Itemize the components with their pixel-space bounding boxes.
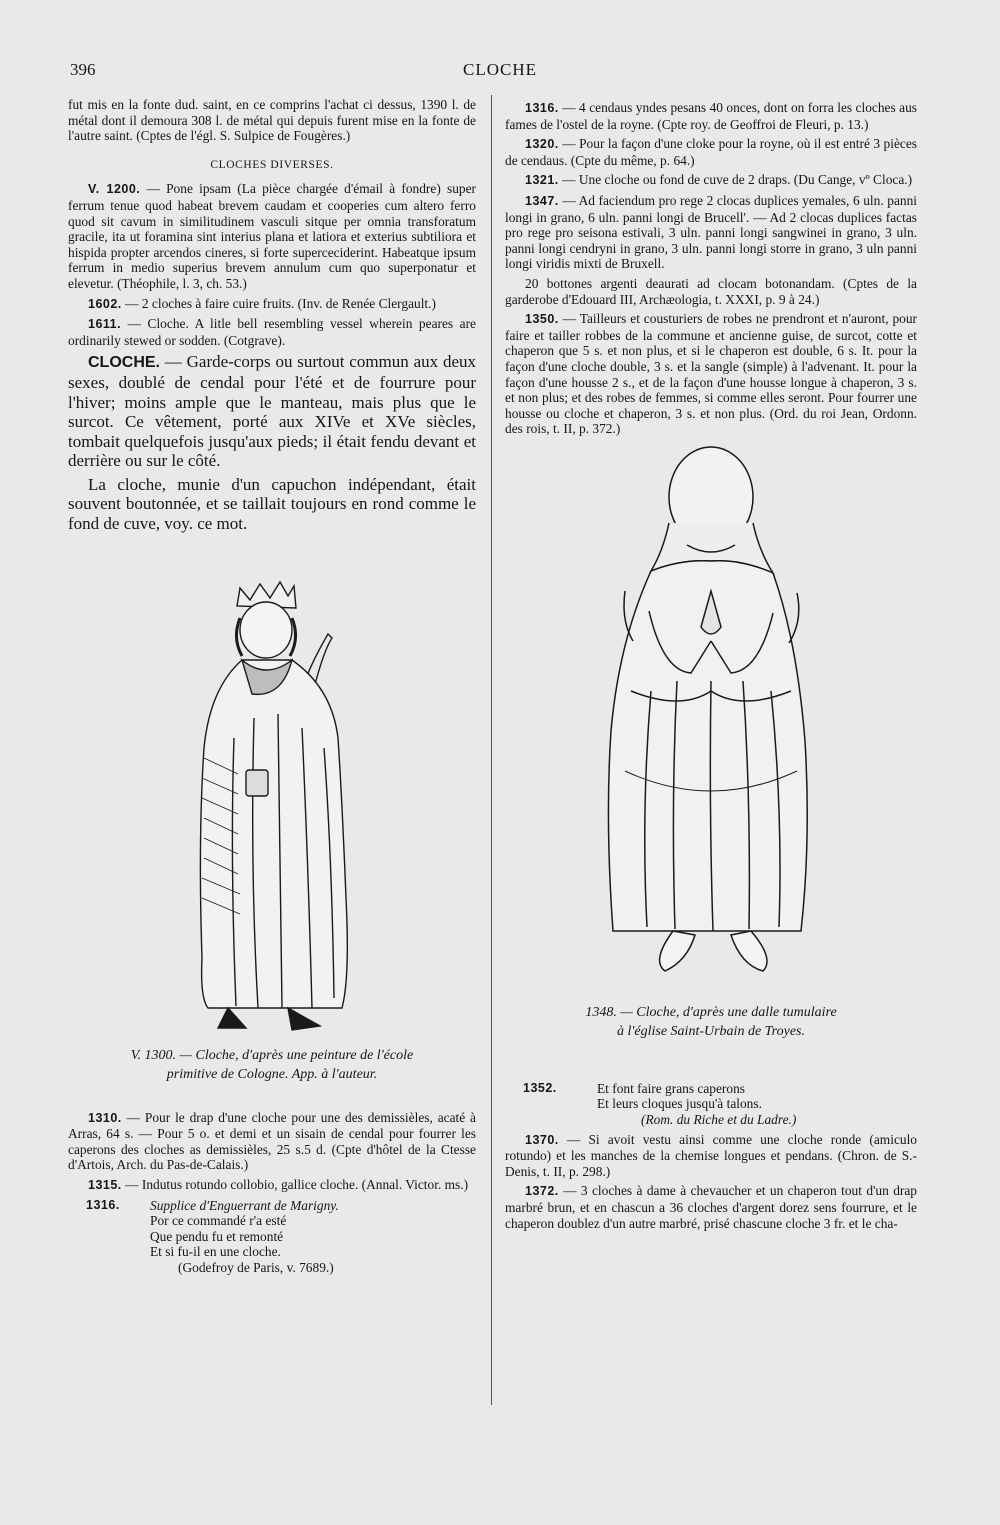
entry-1347 [505,193,917,272]
entry-text: — Cloche. A litle bell resembling vessel wherein peares are ordinarily stewed or sodden. (Cotgrave). [68,316,476,348]
entry-1350 [505,311,917,437]
definition-text: — Garde-corps ou surtout commun aux deux sexes, doublé de cendal pour l'été et de fourrure pour l'hiver; moins ample que le manteau, mais plus que le surcot. Ce vêtement, porté aux XIVe et XVe siècles, tombait quelquefois jusqu'aux pieds; il était fendu devant et derrière ou sur le côté. [68,352,476,471]
entry-text: — 4 cendaus yndes pesans 40 onces, dont on forra les cloches aus fames de l'ostel de la royne. (Cpte roy. de Geoffroi de Fleuri, p. 13.) [505,100,917,132]
figure-tomb-slab [505,441,917,1003]
entry-1316 [505,100,917,132]
verse-line: Por ce commandé r'a esté [150,1213,287,1229]
entry-date: 1611. [88,317,122,332]
entry-date: 1320. [525,137,559,152]
entry-1315 [68,1177,476,1194]
page-header [70,60,930,90]
verse-line: (Godefroy de Paris, v. 7689.) [178,1260,334,1275]
verse-lines [150,1198,476,1276]
entry-1370 [505,1132,917,1180]
definition-head: CLOCHE. [88,354,160,372]
verse-line: Et si fu-il en une cloche. [150,1244,281,1260]
verse-line: Supplice d'Enguerrant de Marigny. [150,1197,339,1213]
verse-line: Et leurs cloques jusqu'à talons. [597,1096,762,1112]
entry-text: — Pour la façon d'une cloke pour la royne, où il est entré 3 pièces de cendaus. (Cpte du même, p. 64.) [505,136,917,168]
entry-date: 1316. [86,1197,120,1212]
entry-date: 1316. [525,101,559,115]
entry-1611 [68,316,476,348]
intro-paragraph: fut mis en la fonte dud. saint, en ce comprins l'achat ci dessus, 1390 l. de métal dont il demoura 308 l. de métal qui depuis furent mise en la fonte de l'autre saint. (Cptes de l'égl. S. Sulpice de Fougères.) [68,97,476,144]
entry-text: — Si avoit vestu ainsi comme une cloche ronde (amiculo rotundo) et les manches de la chemise longues et pendans. (Chron. de S.-Denis, t. II, p. 298.) [505,1131,917,1179]
verse-line: Que pendu fu et remonté [150,1228,284,1244]
king-figure-illustration [142,538,402,1038]
entry-text: — 2 cloches à faire cuire fruits. (Inv. de Renée Clergault.) [121,295,436,311]
entry-date: 1310. [88,1110,122,1125]
running-title: CLOCHE [463,60,537,79]
entry-text: — Pour le drap d'une cloche pour une des demissièles, acaté à Arras, 64 s. — Pour 5 o. et demi et un sisain de cendal pour fourrer les caperons des cloches as demissièles, 25 s.5 d. (Cpte d'hôtel de la Ctesse d'Artois, Arch. du Pas-de-Calais.) [68,1109,476,1173]
column-divider [491,95,492,1405]
verse-line: (Rom. du Riche et du Ladre.) [641,1112,797,1128]
verse-lines [587,1081,917,1128]
entry-text: — Tailleurs et cousturiers de robes ne prendront et n'auront, pour faire et tailler robbes de la commune et ancienne guise, de surcot, cotte et chaperon que 5 s. et non plus, et si le chaperon est double, 6 s. It. pour la façon d'une cloche double, 3 s. et la sangle (simple) à l'advenant. It. pour la façon d'une housse 2 s., et de la façon d'une housse longue à chaperon, 3 s. et non plus; et des robes de femmes, si comme elles seront. Pour fourrer une housse ou cloche et chaperon, 3 s. et non plus. (Ord. du roi Jean, Ordonn. des rois, t. II, p. 372.) [505,311,917,437]
entry-date: 1352. [523,1080,557,1095]
entry-date: 1315. [88,1178,122,1193]
entry-text: — Ad faciendum pro rege 2 clocas duplices yemales, 6 uln. panni longi in grano, 6 uln. panni longi de Brucell'. — Ad 2 clocas duplices factas pro rege pro seisona estivali, 3 uln. panni longi sangwinei in grano, 3 uln. panni longi cendryni in grano, 3 uln. panni longi storre in grano, 3 uln panni longi viridis mixti de Bruxell. [505,192,917,272]
entry-1320 [505,136,917,168]
entry-1372 [505,1183,917,1231]
entry-text: — Indutus rotundo collobio, gallice cloche. (Annal. Victor. ms.) [121,1177,469,1193]
entry-1321 [505,172,917,189]
caption-line: 1348. — Cloche, d'après une dalle tumulaire [585,1004,837,1020]
entry-date: 1372. [525,1184,559,1199]
entry-1602 [68,296,476,313]
entry-1310 [68,1110,476,1173]
entry-1347-continued: 20 bottones argenti deaurati ad clocam botonandam. (Cptes de la garderobe d'Edouard III, Archæologia, t. XXXI, p. 9 à 24.) [505,275,917,307]
tomb-figure-illustration [591,441,831,996]
caption-line: primitive de Cologne. App. à l'auteur. [166,1066,378,1082]
entry-date: 1321. [525,173,559,188]
entry-date: 1347. [525,193,559,208]
page-number: 396 [70,60,96,79]
figure-king [68,538,476,1046]
verse-line: Et font faire grans caperons [597,1080,745,1096]
entry-date: 1350. [525,312,559,327]
caption-line: à l'église Saint-Urbain de Troyes. [617,1023,805,1039]
figure-caption-right [505,1003,917,1041]
definition-paragraph-2: La cloche, munie d'un capuchon indépendant, était souvent boutonnée, et se taillait toujours en rond comme le fond de cuve, voy. ce mot. [68,474,476,534]
right-column [505,100,917,1235]
entry-1316-verse [68,1198,476,1276]
figure-caption-left [68,1046,476,1084]
entry-text: — 3 cloches à dame à chevaucher et un chaperon tout d'un drap marbré brun, et en chascun a 36 cloches d'argent dorez sens fourrure, et le chaperon doublez d'un autre marbré, prisé chascune cloche 3 fr. et le cha- [505,1183,917,1231]
entry-date: V. 1200. [88,182,141,197]
section-title: CLOCHES DIVERSES. [210,158,334,171]
entry-text: — Pone ipsam (La pièce chargée d'émail à fondre) super ferrum tenue quod habeat brevem caudam et cooperies cum altero ferro quod sit cavum in similitudinem vasculi sitque per omnia transforatum gracile, ita ut foramina sint interius plana et latiora et exterius subtiliora et hispida propter arcendos cineres, si forte superceciderint. Habeatque ipsum ferrum in medio superius brevem annulum cum quo superponatur et elevetur. (Théophile, l. 3, ch. 53.) [68,181,476,291]
entry-date: 1602. [88,296,122,311]
definition-paragraph [68,352,476,471]
entry-1352-verse [505,1081,917,1128]
entry-text: — Une cloche ou fond de cuve de 2 draps. (Du Cange, vº Cloca.) [558,172,913,188]
caption-line: V. 1300. — Cloche, d'après une peinture de l'école [130,1047,414,1063]
left-column [68,97,476,1280]
entry-v1200 [68,181,476,291]
entry-date: 1370. [525,1132,559,1147]
